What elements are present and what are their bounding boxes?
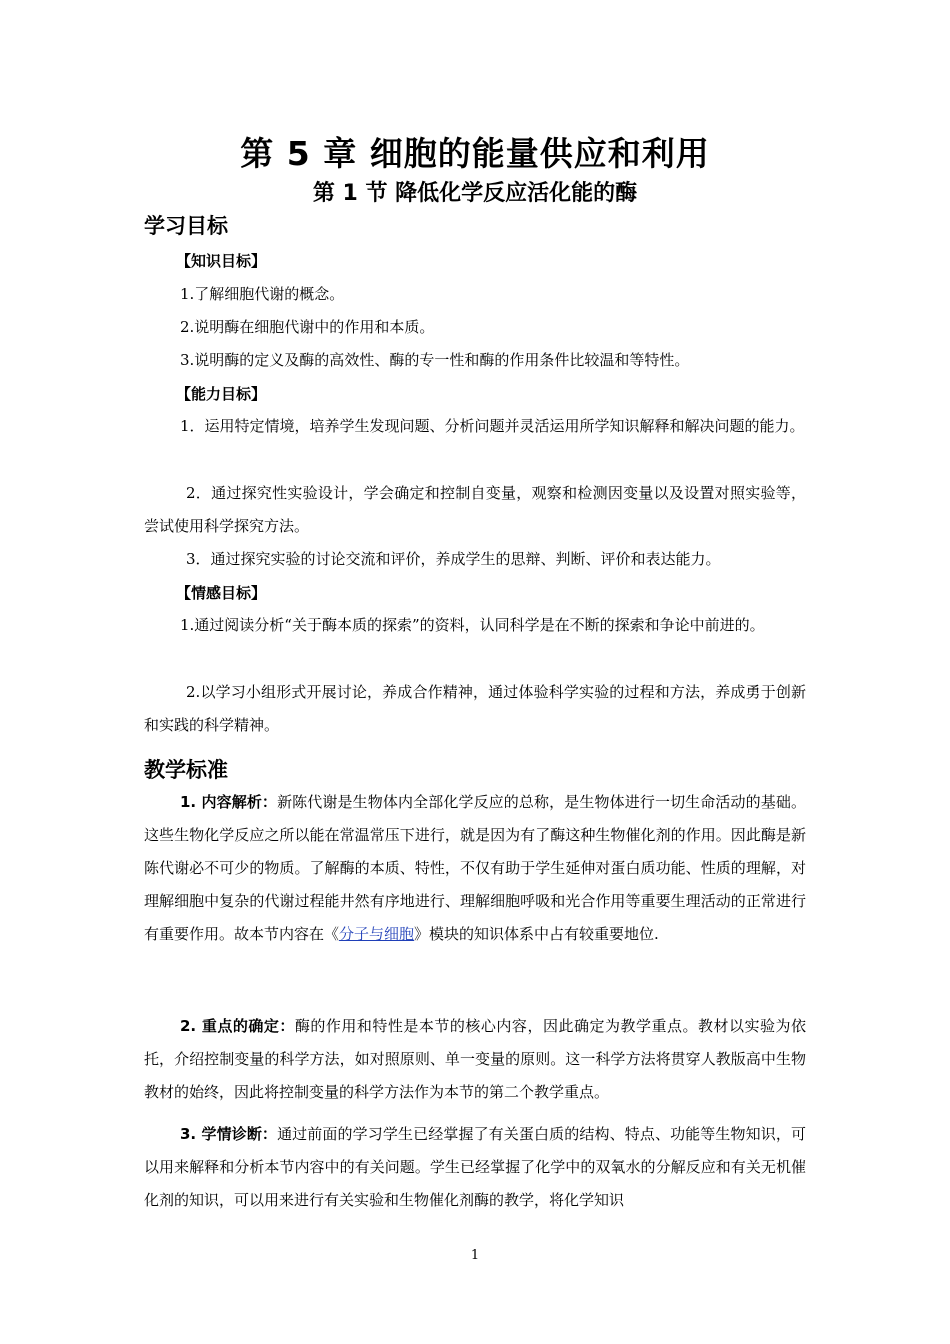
standard-label: 1. 内容解析： — [180, 793, 278, 811]
emotion-goal-2: 2.以学习小组形式开展讨论，养成合作精神，通过体验科学实验的过程和方法，养成勇于创新和实践的科学精神。 — [144, 683, 806, 734]
standard-content-analysis: 1. 内容解析：新陈代谢是生物体内全部化学反应的总称，是生物体进行一切生命活动的基础。这些生物化学反应之所以能在常温常压下进行，就是因为有了酶这种生物催化剂的作用。因此酶是新陈代谢必不可少的物质。了解酶的本质、特性，不仅有助于学生延伸对蛋白质功能、性质的理解，对理解细胞中复杂的代谢过程能井然有序地进行、理解细胞呼吸和光合作用等重要生理活动的正常进行有重要作用。故本节内容在《分子与细胞》模块的知识体系中占有较重要地位. — [144, 793, 806, 943]
emotion-goal-1: 1.通过阅读分析“关于酶本质的探索”的资料，认同科学是在不断的探索和争论中前进的。 — [180, 616, 765, 634]
section-title: 第 1 节 降低化学反应活化能的酶 — [312, 181, 638, 206]
standard-key-points: 2. 重点的确定：酶的作用和特性是本节的核心内容，因此确定为教学重点。教材以实验为依托，介绍控制变量的科学方法，如对照原则、单一变量的原则。这一科学方法将贯穿人教版高中生物教材的始终，因此将控制变量的科学方法作为本节的第二个教学重点。 — [144, 1017, 806, 1101]
knowledge-goal-3: 3.说明酶的定义及酶的高效性、酶的专一性和酶的作用条件比较温和等特性。 — [180, 351, 690, 369]
knowledge-goal-1: 1.了解细胞代谢的概念。 — [180, 285, 345, 303]
objectives-heading: 学习目标 — [144, 214, 228, 238]
ability-goal-1: 1．运用特定情境，培养学生发现问题、分析问题并灵活运用所学知识解释和解决问题的能力。 — [180, 417, 805, 435]
standards-heading: 教学标准 — [144, 758, 228, 782]
module-link[interactable]: 分子与细胞 — [339, 925, 415, 943]
chapter-title: 第 5 章 细胞的能量供应和利用 — [240, 134, 710, 173]
emotion-goals-label: 【情感目标】 — [176, 584, 267, 602]
ability-goal-2: 2．通过探究性实验设计，学会确定和控制自变量，观察和检测因变量以及设置对照实验等，尝试使用科学探究方法。 — [144, 484, 806, 535]
ability-goals-label: 【能力目标】 — [176, 385, 267, 403]
ability-goal-3: 3．通过探究实验的讨论交流和评价，养成学生的思辩、判断、评价和表达能力。 — [186, 550, 721, 568]
standard-student-diagnosis: 3. 学情诊断：通过前面的学习学生已经掌握了有关蛋白质的结构、特点、功能等生物知识，可以用来解释和分析本节内容中的有关问题。学生已经掌握了化学中的双氧水的分解反应和有关无机催化剂的知识，可以用来进行有关实验和生物催化剂酶的教学，将化学知识 — [144, 1125, 806, 1209]
knowledge-goal-2: 2.说明酶在细胞代谢中的作用和本质。 — [180, 318, 435, 336]
standard-label: 2. 重点的确定： — [180, 1017, 295, 1035]
page-number: 1 — [470, 1248, 480, 1263]
standard-label: 3. 学情诊断： — [180, 1125, 278, 1143]
knowledge-goals-label: 【知识目标】 — [176, 252, 267, 270]
